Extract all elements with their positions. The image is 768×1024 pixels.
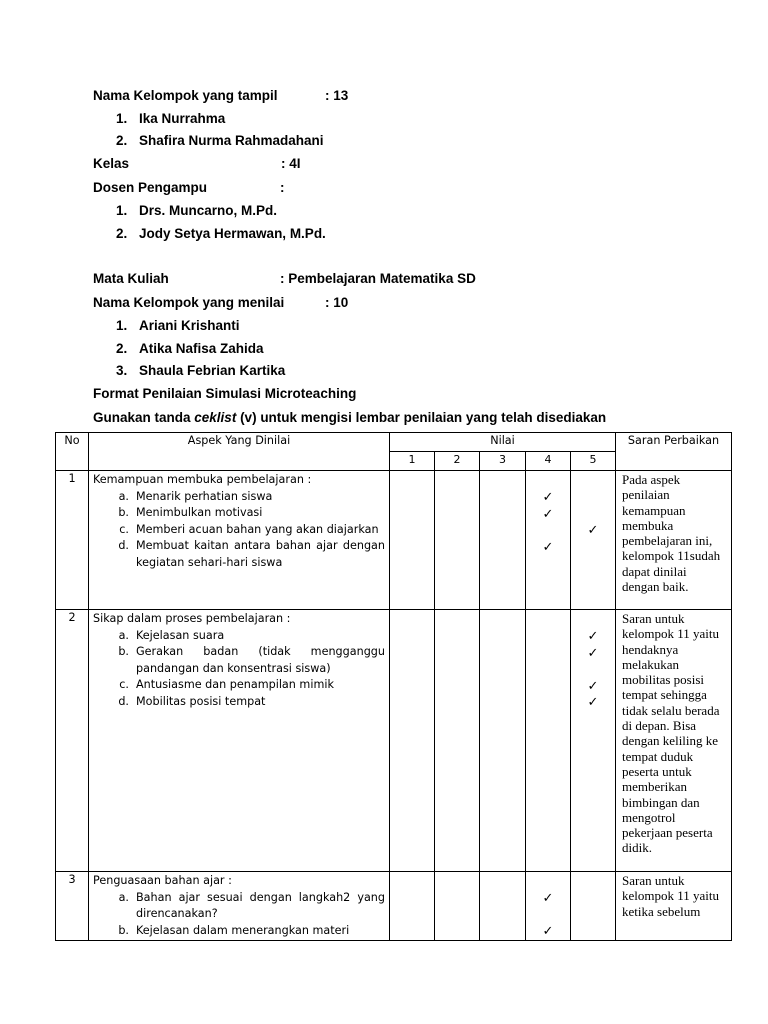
aspect-item-marker: a. [118, 890, 129, 904]
list-number: 2. [116, 226, 128, 241]
dosen-member-1: Drs. Muncarno, M.Pd. [139, 203, 278, 218]
score-cell-5[interactable] [571, 610, 616, 872]
aspect-item [93, 628, 385, 645]
kelompok-menilai-value: : 10 [325, 295, 349, 310]
aspect-item-text: Antusiasme dan penampilan mimik [136, 678, 334, 691]
kelas-value: : 4I [281, 156, 301, 171]
aspect-item [93, 923, 385, 940]
score-header-4: 4 [526, 452, 571, 471]
saran-cell: Saran untuk kelompok 11 yaitu ketika sebelum [616, 872, 732, 941]
aspect-item [93, 522, 385, 539]
aspect-item-marker: d. [118, 539, 129, 552]
score-header-1: 1 [390, 452, 435, 471]
tampil-member-1: Ika Nurrahma [139, 111, 226, 126]
saran-cell: Saran untuk kelompok 11 yaitu hendaknya melakukan mobilitas posisi tempat sehingga tidak selalu berada di depan. Bisa dengan keliling ke tempat duduk peserta untuk memberikan bimbingan dan mengotrol pekerjaan peserta didik. [616, 610, 732, 872]
list-number: 3. [116, 363, 128, 378]
aspect-item [93, 644, 385, 677]
check-mark-icon: ✓ [542, 924, 554, 939]
score-header-5: 5 [571, 452, 616, 471]
header-nilai: Nilai [390, 433, 616, 452]
aspect-item [93, 694, 385, 711]
menilai-member-2: Atika Nafisa Zahida [139, 341, 264, 356]
score-header-3: 3 [480, 452, 526, 471]
list-number: 1. [116, 203, 128, 218]
header-aspek: Aspek Yang Dinilai [89, 433, 390, 471]
check-mark-icon: ✓ [542, 891, 554, 906]
table-row [56, 471, 732, 610]
aspect-item-text: Membuat kaitan antara bahan ajar dengan kegiatan sehari-hari siswa [136, 539, 385, 569]
kelompok-tampil-label: Nama Kelompok yang tampil [93, 88, 278, 103]
menilai-member-1: Ariani Krishanti [139, 318, 240, 333]
matkul-value: : Pembelajaran Matematika SD [280, 271, 476, 286]
aspect-title: Sikap dalam proses pembelajaran : [93, 612, 291, 625]
score-cell-2[interactable] [435, 872, 480, 941]
list-number: 1. [116, 318, 128, 333]
aspect-list [93, 489, 385, 572]
aspect-cell [89, 872, 390, 941]
instruction-line [93, 410, 606, 426]
table-row [56, 872, 732, 941]
matkul-label: Mata Kuliah [93, 271, 169, 286]
score-cell-3[interactable] [480, 471, 526, 610]
aspect-item [93, 890, 385, 923]
header-no: No [56, 433, 89, 471]
aspect-item-text: Kejelasan dalam menerangkan materi [136, 923, 350, 937]
check-mark-icon: ✓ [587, 695, 599, 710]
score-cell-1[interactable] [390, 471, 435, 610]
dosen-member-2: Jody Setya Hermawan, M.Pd. [139, 226, 326, 241]
format-title: Format Penilaian Simulasi Microteaching [93, 386, 357, 401]
aspect-item [93, 505, 385, 522]
table-row [56, 610, 732, 872]
kelas-label: Kelas [93, 156, 130, 171]
aspect-title: Kemampuan membuka pembelajaran : [93, 473, 312, 486]
check-mark-icon: ✓ [587, 645, 599, 661]
score-cell-2[interactable] [435, 471, 480, 610]
aspect-item-marker: b. [118, 923, 129, 937]
score-cell-4[interactable] [526, 610, 571, 872]
aspect-item-text: Menarik perhatian siswa [136, 489, 273, 503]
aspect-list [93, 628, 385, 711]
score-cell-1[interactable] [390, 872, 435, 941]
score-cell-4[interactable] [526, 872, 571, 941]
aspect-item-marker: a. [118, 489, 129, 503]
saran-cell: Pada aspek penilaian kemampuan membuka pembelajaran ini, kelompok 11sudah dapat dinilai dengan baik. [616, 471, 732, 610]
tampil-member-2: Shafira Nurma Rahmadahani [139, 133, 324, 148]
dosen-value: : [280, 180, 285, 195]
aspect-cell [89, 471, 390, 610]
check-mark-icon: ✓ [542, 490, 554, 505]
aspect-item-text: Bahan ajar sesuai dengan langkah2 yang direncanakan? [136, 890, 385, 920]
aspect-item-marker: d. [118, 694, 129, 708]
aspect-item-text: Kejelasan suara [136, 628, 225, 642]
score-cell-3[interactable] [480, 872, 526, 941]
aspect-cell [89, 610, 390, 872]
score-cell-5[interactable] [571, 471, 616, 610]
check-mark-icon: ✓ [587, 523, 599, 538]
instruction-text: Gunakan tanda [93, 410, 195, 425]
aspect-item-text: Memberi acuan bahan yang akan diajarkan [136, 522, 379, 536]
row-number: 3 [56, 872, 89, 941]
aspect-item [93, 677, 385, 694]
instruction-text: (v) untuk mengisi lembar penilaian yang telah disediakan [236, 410, 607, 425]
aspect-item [93, 538, 385, 571]
header-saran: Saran Perbaikan [616, 433, 732, 471]
score-header-2: 2 [435, 452, 480, 471]
kelompok-tampil-value: : 13 [325, 88, 349, 103]
instruction-italic: ceklist [194, 410, 237, 425]
evaluation-table [55, 432, 732, 941]
aspect-item-text: Menimbulkan motivasi [136, 506, 263, 519]
aspect-item [93, 489, 385, 506]
aspect-item-text: Mobilitas posisi tempat [136, 694, 266, 708]
check-mark-icon: ✓ [542, 539, 554, 555]
row-number: 2 [56, 610, 89, 872]
menilai-member-3: Shaula Febrian Kartika [139, 363, 286, 378]
aspect-item-marker: a. [118, 628, 129, 642]
check-mark-icon: ✓ [542, 506, 554, 522]
score-cell-2[interactable] [435, 610, 480, 872]
row-number: 1 [56, 471, 89, 610]
aspect-list [93, 890, 385, 940]
aspect-item-text: Gerakan badan (tidak mengganggu pandangan dan konsentrasi siswa) [136, 645, 385, 675]
aspect-item-marker: b. [118, 645, 129, 658]
aspect-title: Penguasaan bahan ajar : [93, 874, 232, 887]
dosen-label: Dosen Pengampu [93, 180, 208, 195]
list-number: 1. [116, 111, 128, 126]
score-cell-3[interactable] [480, 610, 526, 872]
aspect-item-marker: c. [119, 678, 129, 691]
list-number: 2. [116, 341, 128, 356]
check-mark-icon: ✓ [587, 629, 599, 644]
score-cell-4[interactable] [526, 471, 571, 610]
check-mark-icon: ✓ [587, 678, 599, 694]
score-cell-5[interactable] [571, 872, 616, 941]
aspect-item-marker: b. [118, 506, 129, 519]
aspect-item-marker: c. [119, 522, 129, 536]
kelompok-menilai-label: Nama Kelompok yang menilai [93, 295, 285, 310]
score-cell-1[interactable] [390, 610, 435, 872]
list-number: 2. [116, 133, 128, 148]
